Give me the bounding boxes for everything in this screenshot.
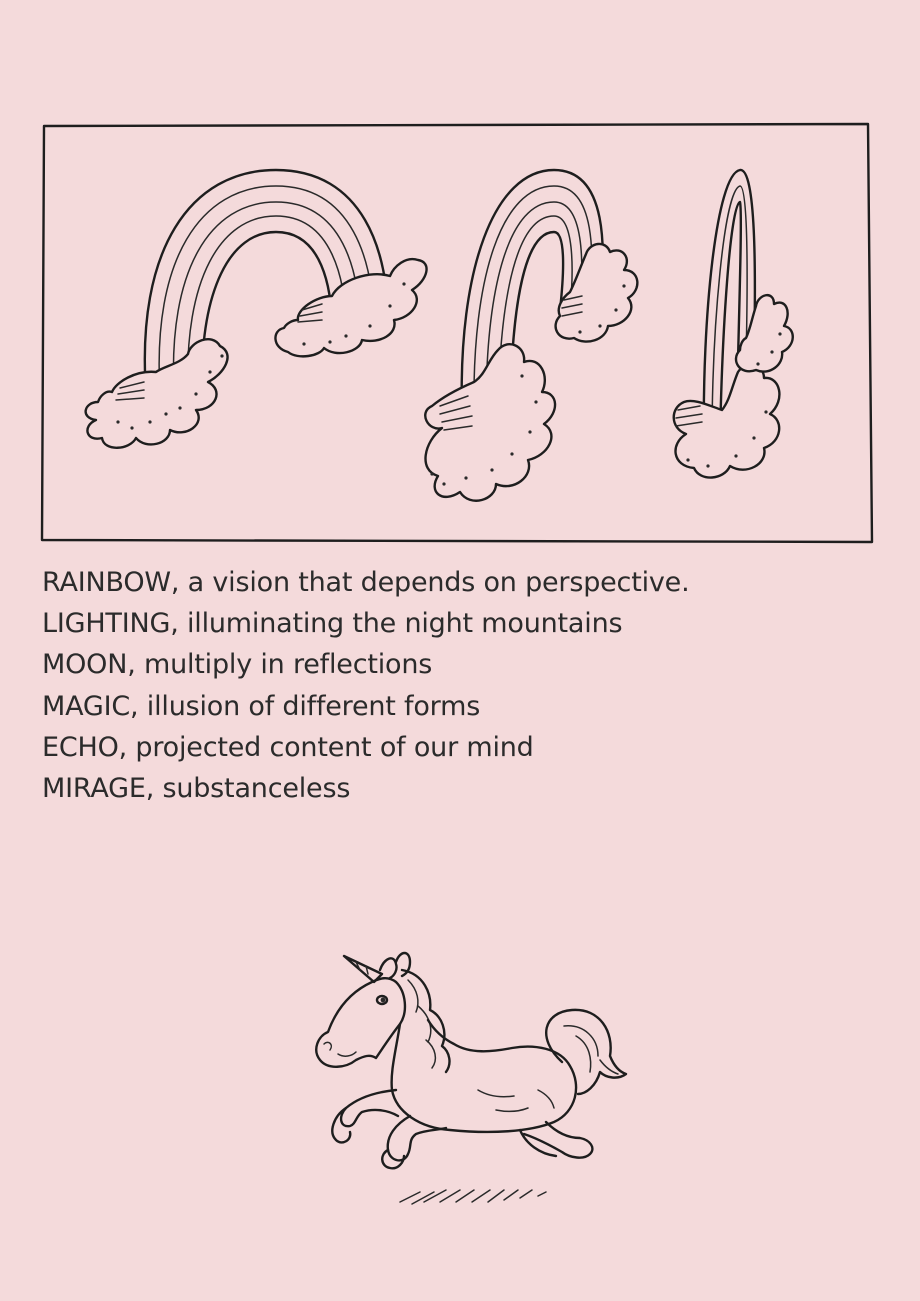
caption-line-lighting: LIGHTING, illuminating the night mountains (42, 608, 623, 640)
rainbow-wide (86, 170, 427, 448)
caption-line-moon: MOON, multiply in reflections (42, 649, 433, 681)
caption-line-echo: ECHO, projected content of our mind (42, 731, 534, 763)
caption-line-rainbow: RAINBOW, a vision that depends on perspective. (42, 567, 690, 598)
unicorn-head (316, 978, 405, 1067)
rainbow-edge-on (674, 170, 793, 478)
rainbow-panel-illustration (40, 120, 876, 546)
caption-line-magic: MAGIC, illusion of different forms (42, 690, 481, 722)
rainbow-narrow (425, 170, 637, 501)
caption-list (42, 562, 862, 809)
unicorn-illustration (300, 940, 640, 1220)
unicorn-tail (546, 1010, 626, 1094)
unicorn-body (392, 1020, 576, 1132)
caption-line-mirage: MIRAGE, substanceless (42, 773, 351, 805)
unicorn-horn (344, 956, 382, 982)
ground-speed-lines (400, 1190, 546, 1204)
